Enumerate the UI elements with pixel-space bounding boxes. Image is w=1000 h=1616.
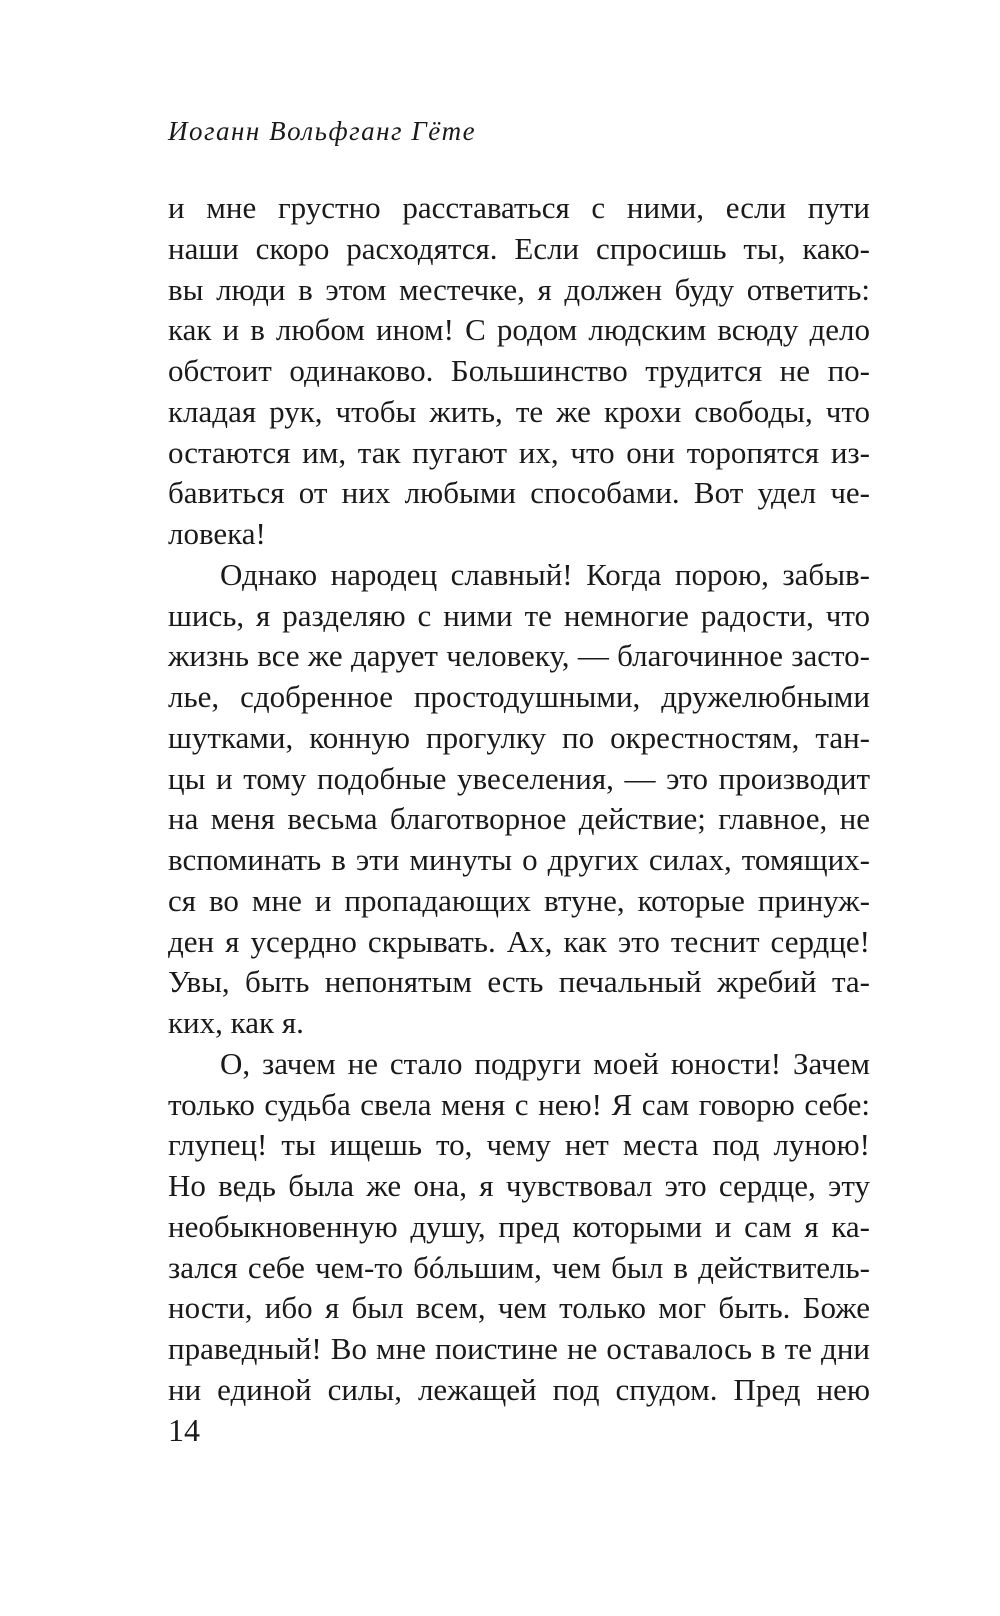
text-line: праведный! Во мне поистине не оставалось в те дни — [168, 1331, 870, 1366]
text-line: как и в любом ином! С родом людским всюду дело — [168, 312, 870, 348]
text-line: кладая рук, чтобы жить, те же крохи свободы, что — [168, 393, 870, 429]
text-line: на меня весьма благотворное действие; главное, не — [168, 801, 870, 837]
text-line: остаются им, так пугают их, что они торопятся из- — [168, 434, 870, 470]
text-line: Однако народец славный! Когда порою, забыв- — [220, 556, 870, 592]
text-line: и мне грустно расставаться с ними, если пути — [168, 190, 870, 225]
text-line: зался себе чем-то бóльшим, чем был в действитель- — [168, 1249, 870, 1285]
text-line: вспоминать в эти минуты о других силах, томящих- — [168, 842, 870, 877]
text-line: О, зачем не стало подруги моей юности! Зачем — [220, 1045, 870, 1081]
text-line: жизнь все же дарует человеку, — благочинное засто- — [168, 638, 870, 674]
text-line: вы люди в этом местечке, я должен буду ответить: — [168, 271, 870, 307]
text-line: обстоит одинаково. Большинство трудится не по- — [168, 353, 870, 388]
text-line: цы и тому подобные увеселения, — это производит — [168, 760, 870, 796]
text-line: глупец! ты ищешь то, чему нет места под луною! — [168, 1127, 870, 1163]
body-text — [168, 188, 870, 1411]
text-line: наши скоро расходятся. Если спросишь ты, како- — [168, 230, 870, 266]
text-line: ности, ибо я был всем, чем только мог быть. Боже — [168, 1290, 870, 1326]
text-line: лье, сдобренное простодушными, дружелюбными — [168, 679, 870, 714]
text-line: необыкновенную душу, пред которыми и сам я ка- — [168, 1208, 870, 1244]
text-line: ни единой силы, лежащей под спудом. Пред нею — [168, 1371, 870, 1407]
text-line: шись, я разделяю с ними те немногие радости, что — [168, 597, 870, 633]
text-line: ких, как я. — [168, 1005, 304, 1040]
text-line: Увы, быть непонятым есть печальный жребий та- — [168, 964, 870, 1000]
running-head-author: Иоганн Вольфганг Гёте — [168, 116, 477, 146]
text-line: шутками, конную прогулку по окрестностям, тан- — [168, 719, 870, 755]
text-line: бавиться от них любыми способами. Вот удел че- — [168, 475, 870, 511]
page-number: 14 — [168, 1412, 200, 1448]
text-line: только судьба свела меня с нею! Я сам говорю себе: — [168, 1086, 870, 1122]
text-line: ден я усердно скрывать. Ах, как это теснит сердце! — [168, 923, 870, 959]
text-line: ся во мне и пропадающих втуне, которые принуж- — [168, 882, 870, 918]
text-line: ловека! — [168, 516, 266, 551]
text-line: Но ведь была же она, я чувствовал это сердце, эту — [168, 1168, 870, 1203]
